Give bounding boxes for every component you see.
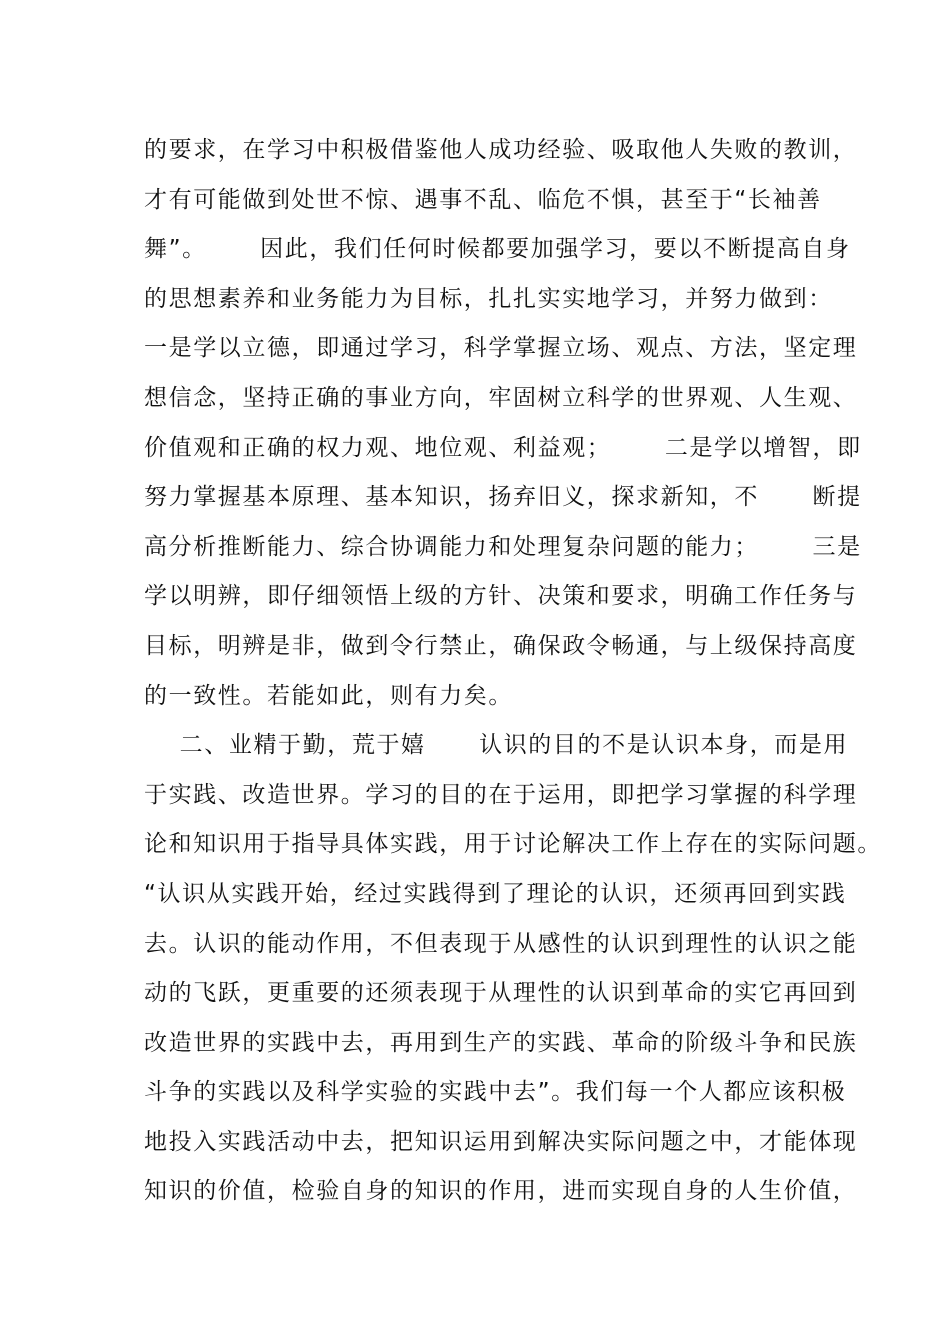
text-line: 动的飞跃，更重要的还须表现于从理性的认识到革命的实它再回到 — [144, 980, 858, 1007]
text-line: 改造世界的实践中去，再用到生产的实践、革命的阶级斗争和民族 — [144, 1029, 858, 1056]
text-line: 地投入实践活动中去，把知识运用到解决实际问题之中，才能体现 — [144, 1128, 858, 1155]
text-line: 目标，明辨是非，做到令行禁止，确保政令畅通，与上级保持高度 — [144, 632, 858, 659]
text-line: 斗争的实践以及科学实验的实践中去”。我们每一个人都应该积极 — [144, 1079, 847, 1106]
text-line: 努力掌握基本原理、基本知识，扬弃旧义，探求新知，不 断提 — [144, 484, 862, 511]
text-line: 的一致性。若能如此，则有力矣。 — [144, 682, 513, 709]
text-line: 想信念，坚持正确的事业方向，牢固树立科学的世界观、人生观、 — [144, 384, 858, 411]
text-line: 论和知识用于指导具体实践，用于讨论解决工作上存在的实际问题。 — [144, 831, 882, 858]
text-line: 学以明辨，即仔细领悟上级的方针、决策和要求，明确工作任务与 — [144, 583, 858, 610]
text-line: 于实践、改造世界。学习的目的在于运用，即把学习掌握的科学理 — [144, 781, 858, 808]
text-line: “认识从实践开始，经过实践得到了理论的认识，还须再回到实践 — [144, 880, 847, 907]
text-line: 高分析推断能力、综合协调能力和处理复杂问题的能力； 三是 — [144, 533, 862, 560]
text-line: 去。认识的能动作用，不但表现于从感性的认识到理性的认识之能 — [144, 930, 858, 957]
text-line: 知识的价值，检验自身的知识的作用，进而实现自身的人生价值， — [144, 1178, 858, 1205]
text-line: 的要求，在学习中积极借鉴他人成功经验、吸取他人失败的教训， — [144, 137, 858, 163]
text-line: 价值观和正确的权力观、地位观、利益观； 二是学以增智，即 — [144, 434, 862, 461]
text-line: 才有可能做到处世不惊、遇事不乱、临危不惧，甚至于“长袖善 — [144, 186, 822, 213]
text-line: 舞”。 因此，我们任何时候都要加强学习，要以不断提高自身 — [144, 236, 851, 263]
text-line: 的思想素养和业务能力为目标，扎扎实实地学习，并努力做到： — [144, 285, 833, 312]
section-heading-line: 二、业精于勤，荒于嬉 认识的目的不是认识本身，而是用 — [144, 732, 849, 759]
text-line: 一是学以立德，即通过学习，科学掌握立场、观点、方法，坚定理 — [144, 335, 858, 362]
body-text — [144, 130, 882, 1221]
